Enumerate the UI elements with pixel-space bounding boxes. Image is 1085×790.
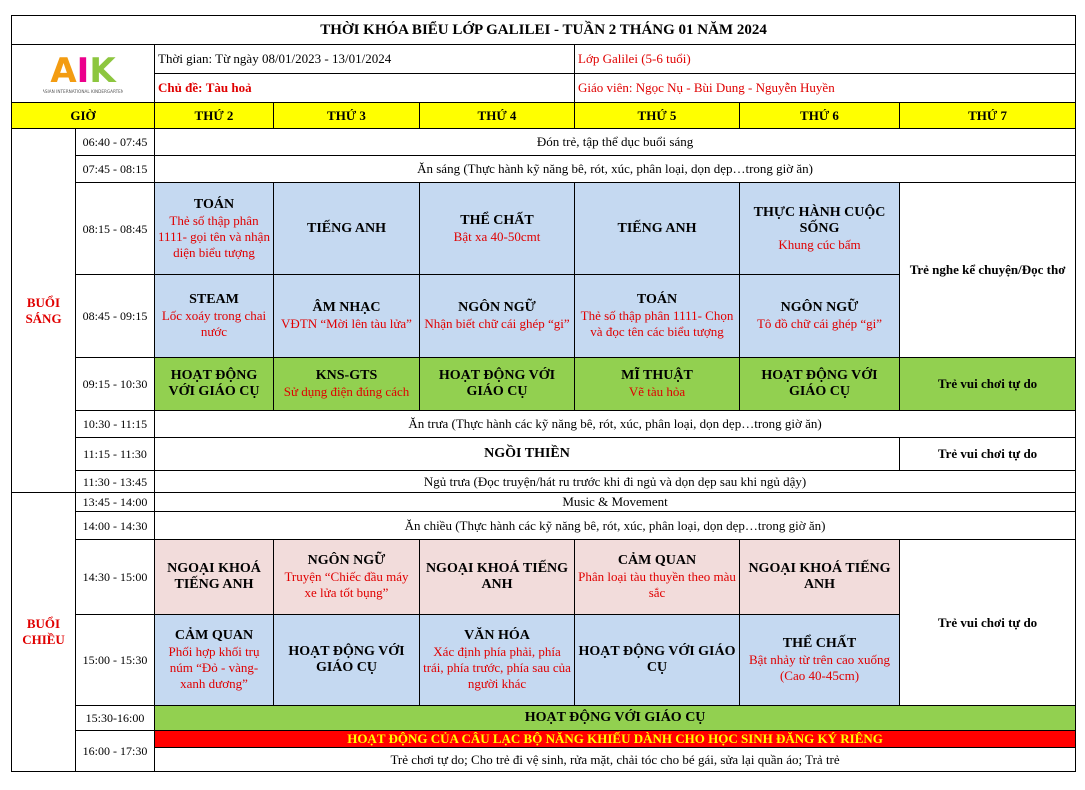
lesson-cell: NGÔN NGỮ Nhận biết chữ cái ghép “gi” [420, 275, 575, 358]
lesson-cell: MĨ THUẬT Vẽ tàu hỏa [575, 358, 740, 411]
time-slot: 11:30 - 13:45 [76, 471, 155, 493]
lesson-cell: STEAM Lốc xoáy trong chai nước [155, 275, 274, 358]
time-slot: 14:00 - 14:30 [76, 512, 155, 540]
saturday-morning-cell: Trẻ nghe kể chuyện/Đọc thơ [900, 183, 1076, 358]
lesson-cell: NGÔN NGỮ Truyện “Chiếc đầu máy xe lửa tốt bụng” [274, 540, 420, 615]
logo-letter-i: I [76, 50, 90, 91]
lesson-cell: THỂ CHẤT Bật nhảy từ trên cao xuống (Cao 40-45cm) [740, 615, 900, 706]
header-day: THỨ 3 [274, 103, 420, 129]
row-nap: Ngủ trưa (Đọc truyện/hát ru trước khi đi ngủ và dọn dẹp sau khi ngủ dậy) [155, 471, 1076, 493]
time-slot: 08:15 - 08:45 [76, 183, 155, 275]
lesson-cell: HOẠT ĐỘNG VỚI GIÁO CỤ [575, 615, 740, 706]
row-breakfast: Ăn sáng (Thực hành kỹ năng bê, rót, xúc, phân loại, dọn dẹp…trong giờ ăn) [155, 156, 1076, 183]
session-afternoon: BUỔI CHIỀU [12, 493, 76, 772]
time-slot: 06:40 - 07:45 [76, 129, 155, 156]
lesson-cell: HOẠT ĐỘNG VỚI GIÁO CỤ [740, 358, 900, 411]
lesson-cell: CẢM QUAN Phân loại tàu thuyền theo màu sắc [575, 540, 740, 615]
time-slot: 16:00 - 17:30 [76, 731, 155, 772]
row-reception: Đón trẻ, tập thể dục buổi sáng [155, 129, 1076, 156]
saturday-afternoon-cell: Trẻ vui chơi tự do [900, 540, 1076, 706]
row-lunch: Ăn trưa (Thực hành các kỹ năng bê, rót, xúc, phân loại, dọn dẹp…trong giờ ăn) [155, 411, 1076, 438]
saturday-free-play: Trẻ vui chơi tự do [900, 438, 1076, 471]
time-slot: 15:30-16:00 [76, 706, 155, 731]
lesson-cell: VĂN HÓA Xác định phía phải, phía trái, phía trước, phía sau của người khác [420, 615, 575, 706]
time-slot: 13:45 - 14:00 [76, 493, 155, 512]
lesson-cell: HOẠT ĐỘNG VỚI GIÁO CỤ [155, 358, 274, 411]
time-slot: 10:30 - 11:15 [76, 411, 155, 438]
lesson-cell: HOẠT ĐỘNG VỚI GIÁO CỤ [274, 615, 420, 706]
logo [12, 45, 155, 103]
header-day: THỨ 2 [155, 103, 274, 129]
time-slot: 07:45 - 08:15 [76, 156, 155, 183]
lesson-cell: CẢM QUAN Phối hợp khối trụ núm “Đỏ - vàng- xanh dương” [155, 615, 274, 706]
session-morning: BUỔI SÁNG [12, 129, 76, 493]
lesson-cell: THỰC HÀNH CUỘC SỐNG Khung cúc bấm [740, 183, 900, 275]
lesson-cell: TOÁN Thẻ số thập phân 1111- Chọn và đọc tên các biểu tượng [575, 275, 740, 358]
header-day: THỨ 7 [900, 103, 1076, 129]
time-slot: 09:15 - 10:30 [76, 358, 155, 411]
lesson-cell: TOÁN Thẻ số thập phân 1111- gọi tên và nhận diện biểu tượng [155, 183, 274, 275]
logo-letter-k: K [89, 50, 116, 91]
lesson-cell: TIẾNG ANH [575, 183, 740, 275]
lesson-cell: NGOẠI KHOÁ TIẾNG ANH [155, 540, 274, 615]
time-slot: 14:30 - 15:00 [76, 540, 155, 615]
lesson-cell: ÂM NHẠC VĐTN “Mời lên tàu lửa” [274, 275, 420, 358]
lesson-cell: HOẠT ĐỘNG VỚI GIÁO CỤ [420, 358, 575, 411]
header-day: THỨ 4 [420, 103, 575, 129]
lesson-cell: NGOẠI KHOÁ TIẾNG ANH [420, 540, 575, 615]
time-slot: 11:15 - 11:30 [76, 438, 155, 471]
row-materials-activity: HOẠT ĐỘNG VỚI GIÁO CỤ [155, 706, 1076, 731]
lesson-cell: TIẾNG ANH [274, 183, 420, 275]
svg-text:AIK [50, 51, 117, 91]
lesson-cell: KNS-GTS Sử dụng điện đúng cách [274, 358, 420, 411]
lesson-cell: NGÔN NGỮ Tô đồ chữ cái ghép “gi” [740, 275, 900, 358]
lesson-cell: NGOẠI KHOÁ TIẾNG ANH [740, 540, 900, 615]
row-dismissal: Trẻ chơi tự do; Cho trẻ đi vệ sinh, rửa mặt, chải tóc cho bé gái, sửa lại quần áo; Trả trẻ [155, 748, 1076, 772]
topic-label: Chủ đề: [158, 80, 203, 95]
topic-value: Tàu hoả [205, 80, 252, 95]
row-snack: Ăn chiều (Thực hành các kỹ năng bê, rót, xúc, phân loại, dọn dẹp…trong giờ ăn) [155, 512, 1076, 540]
logo-letter-a: A [50, 50, 77, 91]
teachers: Giáo viên: Ngọc Nụ - Bùi Dung - Nguyễn Huyền [575, 74, 1076, 103]
class-name: Lớp Galilei (5-6 tuổi) [575, 45, 1076, 74]
svg-text:ASIAN INTERNATIONAL KINDERGART: ASIAN INTERNATIONAL KINDERGARTEN [43, 88, 123, 94]
header-time: GIỜ [12, 103, 155, 129]
header-day: THỨ 6 [740, 103, 900, 129]
lesson-cell: THỂ CHẤT Bật xa 40-50cmt [420, 183, 575, 275]
aik-logo-icon [43, 46, 123, 98]
row-meditation: NGỒI THIỀN [155, 438, 900, 471]
row-music: Music & Movement [155, 493, 1076, 512]
timetable [11, 15, 1076, 772]
timetable-title: THỜI KHÓA BIỂU LỚP GALILEI - TUẦN 2 THÁNG 01 NĂM 2024 [12, 16, 1076, 45]
row-club-activity: HOẠT ĐỘNG CỦA CÂU LẠC BỘ NĂNG KHIẾU DÀNH CHO HỌC SINH ĐĂNG KÝ RIÊNG [155, 731, 1076, 748]
topic [155, 74, 575, 103]
time-slot: 08:45 - 09:15 [76, 275, 155, 358]
lesson-cell: Trẻ vui chơi tự do [900, 358, 1076, 411]
date-range: Thời gian: Từ ngày 08/01/2023 - 13/01/2024 [155, 45, 575, 74]
time-slot: 15:00 - 15:30 [76, 615, 155, 706]
header-day: THỨ 5 [575, 103, 740, 129]
